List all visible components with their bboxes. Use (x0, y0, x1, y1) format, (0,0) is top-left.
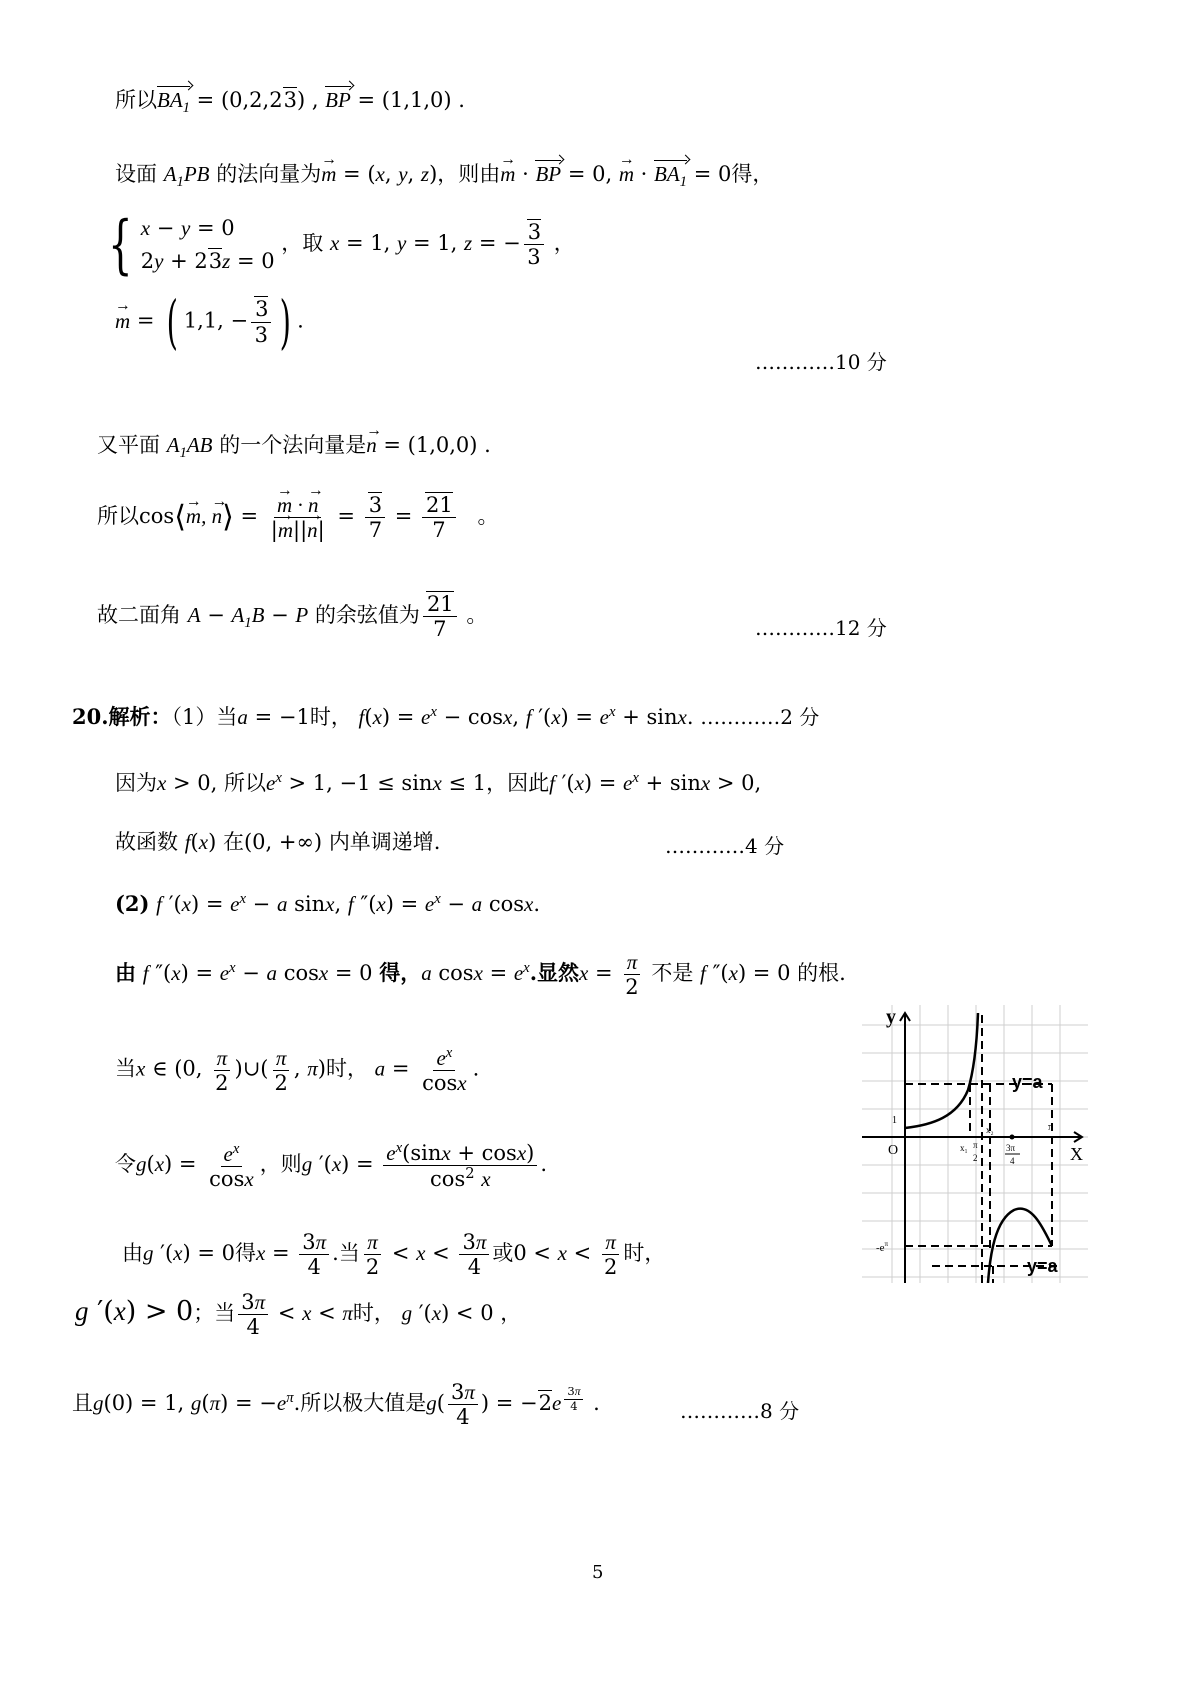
text-fa2: 的一个法向量是 (219, 433, 367, 457)
function-graph (862, 1005, 1088, 1283)
line-cos: 所以cos⟨→ m, → n⟩ = → $\frac{m \cdot \to n}{|\to m||\to n|}$ = $\frac{3}{7}$ = $\frac{21}{7}$ 。 (97, 493, 498, 542)
text-suoyi-2: 所以 (97, 504, 139, 529)
text-part1: （1）当 (171, 705, 238, 729)
curve-left-branch (905, 1013, 978, 1128)
text-shicomma: 时， (623, 1241, 666, 1266)
graph-x-label: X (1070, 1144, 1083, 1164)
text-ze: ，则 (259, 1152, 302, 1177)
text-dex: 得 (234, 1241, 256, 1266)
text-yinwei: 因为 (115, 771, 157, 795)
text-qu: ，取 (281, 231, 324, 256)
graph-x2: x₂ (986, 1125, 994, 1135)
score-10: …………10 分 (755, 350, 887, 374)
graph-y-label: y (886, 1006, 896, 1028)
line-second-derivative: 由 f $''(x) = e^x - a$ cosx = 0 得，a $\cos x = e^x$.显然x = $\frac{\pi}{2}$ 不是 f ″(x) = 0 的根. (115, 950, 846, 1000)
text-youpingmian: 又平面 (97, 433, 160, 457)
text-shi: 时， (309, 705, 352, 729)
line-because: 因为x > 0, 所以$e^x > 1$, −1 ≤ sinx ≤ 1，因此f $'(x) = e^x + \sin x > 0$, (115, 770, 762, 795)
graph-point-three-pi (1010, 1135, 1015, 1140)
line-part2: (2) f $'(x) = e^x - a$ sinx, f $''(x) = e^x - a$ cosx. (115, 891, 541, 916)
graph-three-pi-bot: 4 (1010, 1156, 1015, 1166)
text-de: 得， (731, 162, 774, 186)
asymptote-and-guides (905, 1015, 1062, 1283)
graph-origin: O (888, 1143, 899, 1158)
text-you: 由 (115, 960, 136, 986)
text-huo: 或 (492, 1241, 514, 1266)
graph-x1: x₁ (960, 1143, 968, 1153)
text-guhanshu: 故函数 (115, 830, 178, 854)
page-number: 5 (592, 1562, 604, 1583)
line-m-vector: → m = ( 1,1, − $\frac{3}{3}$ ) . (115, 293, 304, 351)
text-juhao: 。 (477, 504, 499, 529)
graph-pi: π (1048, 1122, 1054, 1133)
score-4: …………4 分 (665, 834, 785, 858)
text-dangdot: .当 (332, 1241, 360, 1266)
text-fa: 的法向量为 (216, 162, 322, 186)
text-jida: .所以极大值是 (293, 1391, 427, 1416)
line-system: { x − y = 0 2y + 23z = 0 ，取 x = 1, y = 1, z = − $\frac{3}{3}$ ， (108, 207, 575, 282)
text-xianran: .显然 (529, 960, 580, 986)
text-juhao-2: 。 (466, 603, 488, 628)
line-dihedral: 故二面角 $A - A_1B - P$ 的余弦值为 $\frac{21}{7}$ 。 (97, 592, 488, 642)
text-degen: 的根. (797, 961, 846, 986)
text-gu: 故二面角 (97, 603, 181, 628)
graph-pi-half-top: π (973, 1140, 978, 1150)
graph-neg-e-pi: $-e^\pi$ (876, 1240, 889, 1254)
text-shi-3: 时， (352, 1301, 395, 1326)
line-sign: g ′(x) > 0；当 $\frac{3\pi}{4}$ < x < π时， g ′(x) < 0 ， (75, 1290, 522, 1340)
graph-line-lower-label: y=a (1027, 1256, 1058, 1276)
line-problem-20: 20.解析：（1）当a = −1时， $f(x) = e^x - \cos x$, f $'(x) = e^x + \sin x$. …………2 分 (72, 704, 820, 729)
text-zai: 在 (222, 830, 244, 854)
text-dang: 当 (115, 1056, 136, 1081)
text-suoyi: 所以 (115, 88, 157, 112)
score-12: …………12 分 (755, 616, 887, 640)
text-qie: 且 (72, 1391, 93, 1416)
graph-one: 1 (892, 1115, 897, 1126)
text-yuxian: 的余弦值为 (314, 603, 420, 628)
text-you-2: 由 (122, 1241, 143, 1266)
score-2: …………2 分 (700, 705, 820, 729)
text-problem20: 20.解析： (72, 704, 172, 729)
line-critical: 由g ′(x) = 0得x = $\frac{3\pi}{4}$ .当 $\frac{\pi}{2}$ < x < $\frac{3\pi}{4}$ 或0 < x < $\frac{\pi}{2}$ 时， (122, 1230, 666, 1280)
text-de-2: 得， (379, 960, 422, 986)
text-suoyi-3: 所以 (224, 771, 266, 795)
line-plane-normal: 又平面 $A_1AB$ 的一个法向量是→ n = (1,0,0) . (97, 433, 491, 463)
line-define-g: 令g(x) = $\frac{e^x}{\cos x}$ ，则g ′(x) = $\frac{e^x(\sin x + \cos x)}{\cos^2 x}$ . (115, 1140, 548, 1192)
line-ba1-bp: 所以$BA_1 = (0,2,23)$ , BP = (1,1,0) . (115, 88, 465, 117)
text-shemian: 设面 (115, 162, 157, 186)
text-neidandiao: 内单调递增. (328, 830, 441, 854)
score-8: …………8 分 (680, 1399, 800, 1423)
text-dangsemi: ；当 (193, 1301, 236, 1326)
line-domain: 当x ∈ (0, $\frac{\pi}{2}$ )∪( $\frac{\pi}{2}$ , π)时， a = $\frac{e^x}{\cos x}$ . (115, 1045, 480, 1096)
graph-three-pi-top: 3π (1006, 1143, 1016, 1153)
line-normal-vector: 设面 $A_1PB$ 的法向量为→ m = (x, y, z)，则由→ m · BP = 0, → $m \cdot BA_1 = 0$得， (115, 162, 773, 192)
text-yinci: ，因此 (486, 771, 550, 795)
graph-line-upper-label: y=a (1012, 1072, 1043, 1092)
text-part2: (2) (115, 891, 150, 916)
text-ling: 令 (115, 1152, 136, 1177)
text-bushi: 不是 (651, 961, 694, 986)
line-monotonic: 故函数 f(x) 在(0, +∞) 内单调递增. (115, 830, 441, 854)
line-max: 且g(0) = 1, $g(\pi) = -e^\pi$.所以极大值是g( $\frac{3\pi}{4}$ ) = −2e $^{\frac{3\pi}{4}}$ . (72, 1380, 600, 1430)
text-zeyou: ，则由 (437, 162, 501, 186)
text-shi-2: 时， (325, 1056, 368, 1081)
graph-pi-half-bot: 2 (973, 1153, 978, 1163)
